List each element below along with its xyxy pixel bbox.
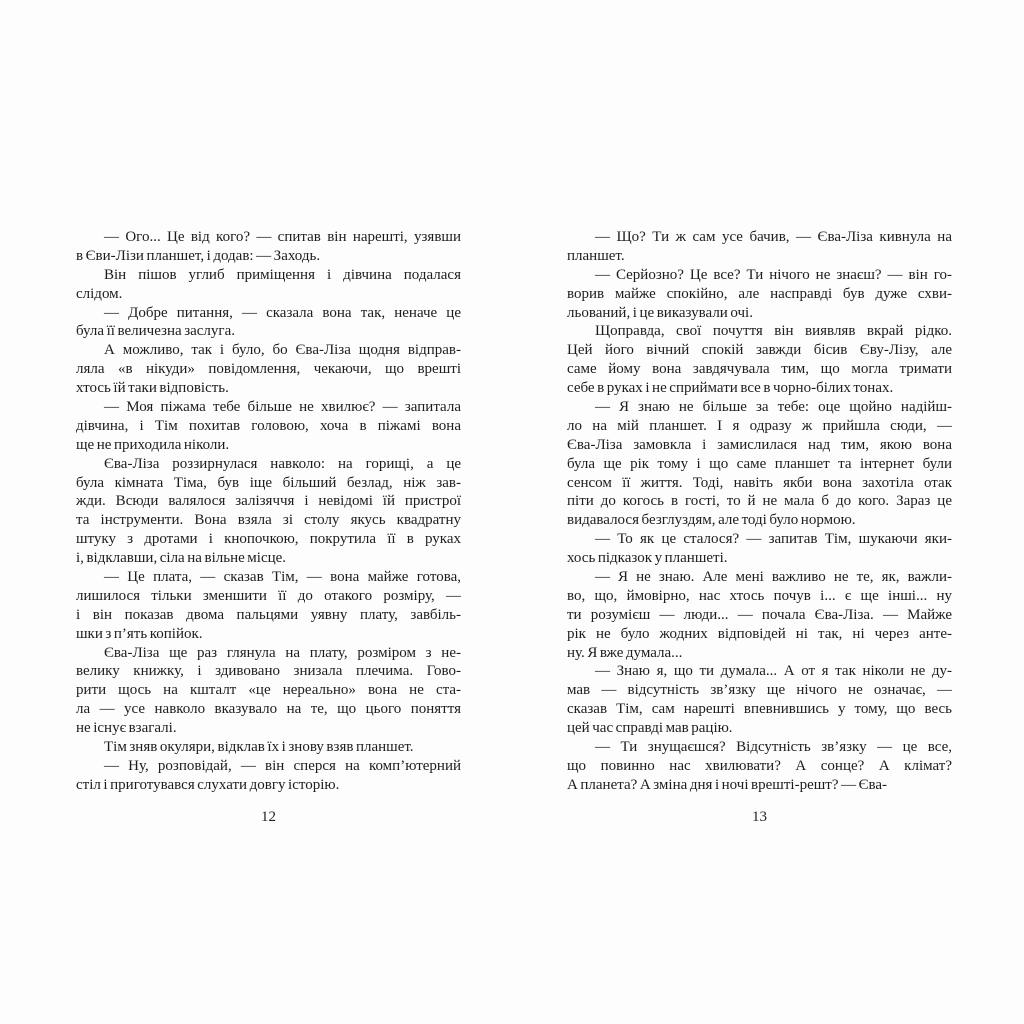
- text-line: Цей його вічний спокій завжди бісив Єву-Лізу, але: [567, 342, 952, 359]
- left-page-number: 12: [261, 808, 276, 825]
- text-line: ворив майже спокійно, але насправді був дуже схви-: [567, 285, 952, 302]
- left-page: [76, 228, 461, 826]
- text-line: і, відклавши, сіла на вільне місце.: [76, 550, 287, 567]
- text-line: мав — відсутність зв’язку ще нічого не означає, —: [567, 682, 952, 699]
- text-line: Він пішов углиб приміщення і дівчина подалася: [104, 266, 461, 283]
- right-page: [567, 228, 952, 826]
- text-line: піти до когось в гості, то й не мала б до кого. Зараз це: [567, 493, 952, 510]
- text-line: — Ого... Це від кого? — спитав він нарешті, узявши: [104, 229, 461, 245]
- text-line: саме йому вона завдячувала тим, що могла тримати: [567, 361, 952, 378]
- text-line: Єва-Ліза ще раз глянула на плату, розміром з не-: [104, 644, 461, 661]
- text-line: була ще рік тому і що саме планшет та інтернет були: [567, 455, 952, 472]
- right-page-text: [567, 228, 952, 795]
- text-line: Єва-Ліза роззирнулася навколо: на горищі, а це: [104, 455, 461, 472]
- text-line: — Ти знущаєшся? Відсутність зв’язку — це все,: [595, 739, 952, 756]
- text-line: А планета? А зміна дня і ночі врешті-решт? — Єва-: [567, 776, 888, 793]
- text-line: шки з п’ять копійок.: [76, 625, 203, 642]
- text-line: ну. Я вже думала...: [567, 644, 683, 661]
- text-line: — Що? Ти ж сам усе бачив, — Єва-Ліза кивнула на: [595, 229, 952, 245]
- text-line: — Моя піжама тебе більше не хвилює? — запитала: [104, 399, 461, 416]
- text-line: видавалося безглуздям, але тоді було нормою.: [567, 512, 856, 529]
- text-line: та інструменти. Вона взяла зі столу якусь квадратну: [76, 512, 461, 529]
- text-line: штуку з дротами і кнопочкою, покрутила її в руках: [76, 531, 461, 548]
- text-line: ти розумієш — люди... — почала Єва-Ліза. — Майже: [567, 606, 952, 623]
- text-line: А можливо, так і було, бо Єва-Ліза щодня відправ-: [104, 342, 461, 359]
- text-line: сенсом її життя. Тоді, навіть якби вона захотіла отак: [567, 474, 952, 491]
- text-line: — Ну, розповідай, — він сперся на комп’ютерний: [104, 757, 461, 774]
- text-line: що повинно нас хвилювати? А сонце? А клімат?: [567, 757, 952, 774]
- text-line: — То як це сталося? — запитав Тім, шукаючи яки-: [595, 531, 952, 548]
- text-line: в Єви-Лізи планшет, і додав: — Заходь.: [76, 247, 321, 264]
- text-line: слідом.: [76, 285, 123, 302]
- text-line: не існує взагалі.: [76, 720, 177, 737]
- text-line: — Знаю я, що ти думала... А от я так ніколи не ду-: [595, 663, 952, 680]
- text-line: — Я не знаю. Але мені важливо не те, як, важли-: [595, 569, 952, 586]
- text-line: стіл і приготувався слухати довгу історію.: [76, 776, 340, 793]
- text-line: — Це плата, — сказав Тім, — вона майже готова,: [104, 569, 461, 586]
- text-line: ще не приходила ніколи.: [76, 436, 230, 453]
- text-line: лишилося тільки зменшити її до отакого розміру, —: [76, 587, 461, 604]
- text-line: цей час справді мав рацію.: [567, 720, 733, 737]
- text-line: ло на мій планшет. І я одразу ж прийшла сюди, —: [567, 417, 952, 434]
- text-line: жди. Всюди валялося залізяччя і невідомі їй пристрої: [76, 493, 461, 510]
- text-line: — Я знаю не більше за тебе: оце щойно надійш-: [595, 399, 952, 416]
- text-line: себе в руках і не сприймати все в чорно-білих тонах.: [567, 380, 894, 397]
- text-line: хтось їй таки відповість.: [76, 380, 229, 397]
- left-page-text: [76, 228, 461, 795]
- text-line: хось підказок у планшеті.: [567, 550, 728, 567]
- text-line: Тім зняв окуляри, відклав їх і знову взяв планшет.: [104, 739, 414, 756]
- text-line: і він показав двома пальцями уявну плату, завбіль-: [76, 606, 461, 623]
- text-line: велику книжку, і здивовано знизала плечима. Гово-: [76, 663, 461, 680]
- text-line: во, що, ймовірно, нас хтось почув і... є ще інші... ну: [567, 587, 952, 604]
- text-line: — Серйозно? Це все? Ти нічого не знаєш? — він го-: [595, 266, 952, 283]
- text-line: Єва-Ліза замовкла і замислилася над тим, якою вона: [567, 436, 952, 453]
- text-line: ляла «в нікуди» повідомлення, чекаючи, що врешті: [76, 361, 461, 378]
- text-line: рік не було жодних відповідей ні так, ні через анте-: [567, 625, 952, 642]
- text-line: — Добре питання, — сказала вона так, неначе це: [104, 304, 461, 321]
- text-line: була її величезна заслуга.: [76, 323, 235, 340]
- right-page-number: 13: [752, 808, 767, 825]
- text-line: планшет.: [567, 247, 625, 264]
- text-line: рити щось на кшталт «це нереально» вона не ста-: [76, 682, 461, 699]
- text-line: льований, і це виказували очі.: [567, 304, 753, 321]
- text-line: сказав Тім, сам нарешті впевнившись у тому, що весь: [567, 701, 952, 718]
- text-line: була кімната Тіма, був іще більший безлад, ніж зав-: [76, 474, 461, 491]
- text-line: ла — усе навколо вказувало на те, що цього поняття: [76, 701, 461, 718]
- text-line: дівчина, і Тім похитав головою, хоча в піжамі вона: [76, 417, 461, 434]
- text-line: Щоправда, свої почуття він виявляв вкрай рідко.: [595, 323, 952, 340]
